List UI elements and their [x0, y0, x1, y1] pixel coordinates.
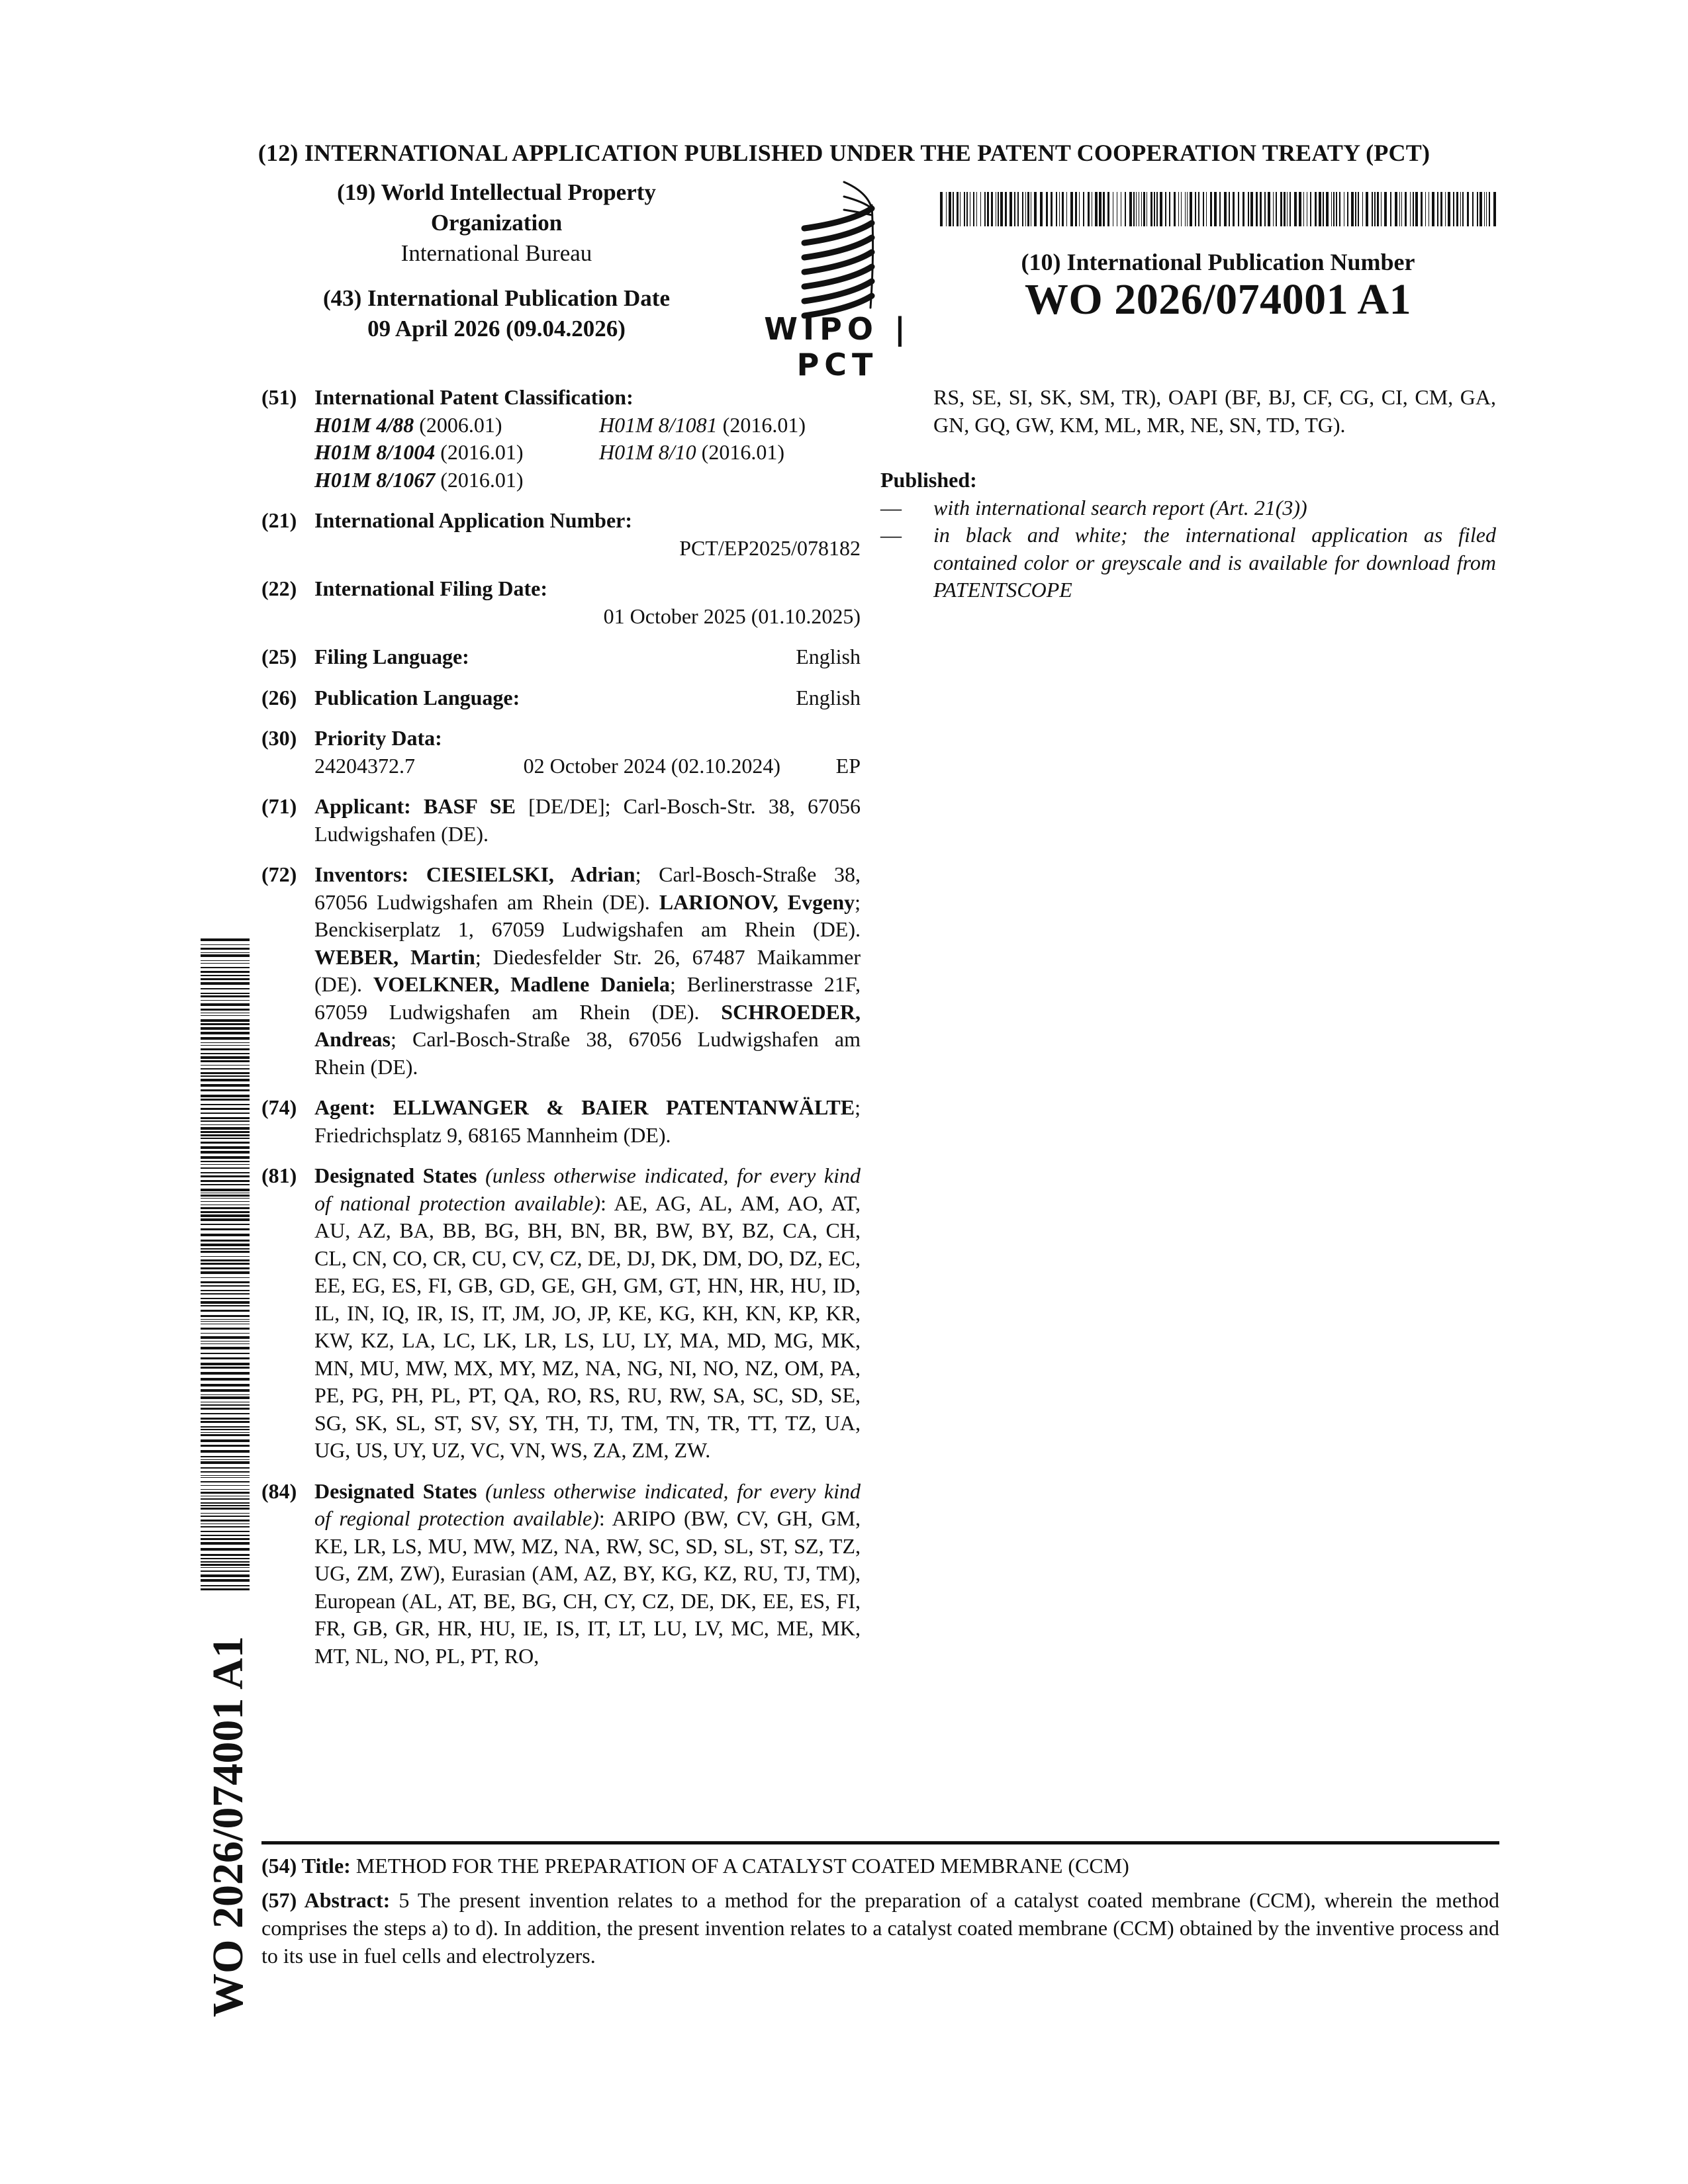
bibliographic-right-column — [880, 384, 1496, 604]
field-label: Agent: — [314, 1095, 376, 1119]
dash-bullet: — — [880, 523, 902, 547]
field-label: Designated States — [314, 1479, 477, 1503]
title-value: METHOD FOR THE PREPARATION OF A CATALYST COATED MEMBRANE (CCM) — [350, 1854, 1129, 1878]
field-publication-language — [261, 684, 861, 712]
publication-number-label: (10) International Publication Number — [1021, 249, 1415, 275]
issuing-office — [291, 177, 702, 269]
ipc-code: H01M 4/88 (2006.01) — [314, 412, 502, 437]
field-applicant — [261, 793, 861, 848]
inventor-name: CIESIELSKI, Adrian — [426, 862, 635, 886]
abstract-label: (57) Abstract: — [261, 1888, 391, 1912]
field-qualifier: (unless otherwise indicated, for every kind of national protection available) — [314, 1163, 861, 1215]
publication-date-value: 09 April 2026 (09.04.2026) — [367, 316, 626, 341]
applicant-name: BASF SE — [423, 794, 516, 818]
dash-bullet: — — [880, 495, 902, 520]
field-label: International Application Number: — [314, 508, 633, 532]
wipo-pct-wordmark: WIPO | PCT — [764, 311, 911, 383]
inventor-address: ; Berlinerstrasse 21F, 67059 Ludwigshafen am Rhein (DE). — [314, 972, 861, 1024]
field-number: (25) — [261, 645, 297, 668]
published-item-text: in black and white; the international application as filed contained color or greyscale and is available for download from PATENTSCOPE — [933, 523, 1496, 602]
field-qualifier: (unless otherwise indicated, for every kind of regional protection available) — [314, 1479, 861, 1530]
inventor-name: LARIONOV, Evgeny — [659, 889, 855, 914]
field-label: Publication Language: — [314, 685, 520, 709]
field-agent — [261, 1094, 861, 1149]
field-label: Filing Language: — [314, 645, 469, 668]
side-publication-number-text: WO 2026/074001 A1 — [204, 1636, 252, 2017]
publication-date-block — [291, 283, 702, 344]
field-designated-national — [261, 1162, 861, 1465]
bibliographic-left-column — [261, 384, 861, 1683]
field-label: Inventors: — [314, 862, 409, 886]
field-label: International Patent Classification: — [314, 385, 633, 409]
regional-states-continued: RS, SE, SI, SK, SM, TR), OAPI (BF, BJ, CF, CG, CI, CM, GA, GN, GQ, GW, KM, ML, MR, NE, SN, TD, TG). — [933, 385, 1496, 437]
field-filing-language — [261, 643, 861, 671]
field-number: (26) — [261, 685, 297, 709]
application-number-value: PCT/EP2025/078182 — [679, 535, 861, 560]
inventor-address: ; Benckiserplatz 1, 67059 Ludwigshafen am Rhein (DE). — [314, 889, 861, 941]
vertical-barcode-icon — [201, 938, 250, 1590]
field-application-number — [261, 507, 861, 562]
priority-date: 02 October 2024 (02.10.2024) — [523, 753, 781, 778]
applicant-address: [DE/DE]; Carl-Bosch-Str. 38, 67056 Ludwigshafen (DE). — [314, 794, 861, 846]
ipc-code: H01M 8/10 (2016.01) — [599, 440, 784, 464]
field-label: Designated States — [314, 1163, 477, 1187]
ipc-code: H01M 8/1081 (2016.01) — [599, 412, 806, 437]
field-number: (81) — [261, 1163, 297, 1187]
agent-address: ; Friedrichsplatz 9, 68165 Mannheim (DE). — [314, 1095, 861, 1147]
priority-row — [314, 752, 861, 780]
field-number: (30) — [261, 726, 297, 750]
field-label: International Filing Date: — [314, 576, 547, 600]
filing-date-value: 01 October 2025 (01.10.2025) — [603, 604, 861, 628]
field-number: (84) — [261, 1479, 297, 1503]
field-filing-date — [261, 575, 861, 630]
field-number: (22) — [261, 576, 297, 600]
agent-name: ELLWANGER & BAIER PATENTANWÄLTE — [375, 1095, 855, 1119]
ipc-code: H01M 8/1067 (2016.01) — [314, 467, 524, 492]
field-label: Applicant: — [314, 794, 411, 818]
priority-country: EP — [835, 753, 861, 778]
inventor-address: ; Carl-Bosch-Straße 38, 67056 Ludwigshafen am Rhein (DE). — [314, 862, 861, 914]
priority-number: 24204372.7 — [314, 753, 415, 778]
field-number: (71) — [261, 794, 297, 818]
ipc-code: H01M 8/1004 (2016.01) — [314, 440, 524, 464]
publication-date-label: (43) International Publication Date — [322, 285, 670, 311]
invention-title — [261, 1852, 1499, 1880]
field-ipc — [261, 384, 861, 494]
field-number: (72) — [261, 862, 297, 886]
inventor-address: ; Diedesfelder Str. 26, 67487 Maikammer (DE). — [314, 944, 861, 996]
title-label: (54) Title: — [261, 1854, 351, 1878]
inventor-address: ; Carl-Bosch-Straße 38, 67056 Ludwigshafen am Rhein (DE). — [314, 1027, 861, 1079]
field-number: (21) — [261, 508, 297, 532]
section-divider — [261, 1841, 1499, 1844]
field-number: (51) — [261, 385, 297, 409]
field-designated-regional — [261, 1478, 861, 1670]
inventor-name: WEBER, Martin — [314, 944, 475, 969]
published-item-text: with international search report (Art. 21(3)) — [933, 495, 1307, 520]
document-type-heading: (12) INTERNATIONAL APPLICATION PUBLISHED UNDER THE PATENT COOPERATION TREATY (PCT) — [258, 140, 1430, 166]
inventor-name: SCHROEDER, Andreas — [314, 999, 861, 1051]
national-states-list: : AE, AG, AL, AM, AO, AT, AU, AZ, BA, BB, BG, BH, BN, BR, BW, BY, BZ, CA, CH, CL, CN, CO, CR, CU, CV, CZ, DE, DJ, DK, DM, DO, DZ, EC, EE, EG, ES, FI, GB, GD, GE, GH, GM, GT, HN, HR, HU, ID, IL, IN, IQ, IR, IS, IT, JM, JO, JP, KE, KG, KH, KN, KP, KR, KW, KZ, LA, LC, LK, LR, LS, LU, LY, MA, MD, MG, MK, MN, MU, MW, MX, MY, MZ, NA, NG, NI, NO, NZ, OM, PA, PE, PG, PH, PL, PT, QA, RO, RS, RU, RW, SA, SC, SD, SE, SG, SK, SL, ST, SV, SY, TH, TJ, TM, TN, TR, TT, TZ, UA, UG, US, UY, UZ, VC, VN, WS, ZA, ZM, ZW. — [314, 1191, 861, 1462]
office-name-line1: (19) World Intellectual Property — [337, 179, 656, 205]
publication-number: WO 2026/074001 A1 — [1024, 275, 1412, 324]
office-bureau: International Bureau — [400, 240, 592, 266]
inventor-name: VOELKNER, Madlene Daniela — [373, 972, 671, 996]
barcode-icon — [940, 192, 1496, 226]
published-item — [880, 494, 1496, 522]
ipc-codes — [314, 412, 861, 494]
field-inventors — [261, 861, 861, 1081]
office-name-line2: Organization — [430, 210, 563, 236]
regional-states-list: : ARIPO (BW, CV, GH, GM, KE, LR, LS, MU, MW, MZ, NA, RW, SC, SD, SL, ST, SZ, TZ, UG, ZM, ZW), Eurasian (AM, AZ, BY, KG, KZ, RU, TJ, TM), European (AL, AT, BE, BG, CH, CY, CZ, DE, DK, EE, ES, FI, FR, GB, GR, HR, HU, IE, IS, IT, LT, LU, LV, MC, ME, MK, MT, NL, NO, PL, PT, RO, — [314, 1506, 861, 1668]
field-number: (74) — [261, 1095, 297, 1119]
publication-language-value: English — [796, 685, 861, 709]
abstract — [261, 1886, 1499, 1970]
published-heading: Published: — [880, 468, 977, 492]
published-item — [880, 522, 1496, 604]
field-priority-data — [261, 725, 861, 780]
filing-language-value: English — [796, 645, 861, 668]
abstract-text: 5 The present invention relates to a method for the preparation of a catalyst coated membrane (CCM), wherein the method comprises the steps a) to d). In addition, the present invention relates to a catalyst coated membrane (CCM) obtained by the inventive process and to its use in fuel cells and electrolyzers. — [261, 1888, 1500, 1968]
field-label: Priority Data: — [314, 726, 442, 750]
